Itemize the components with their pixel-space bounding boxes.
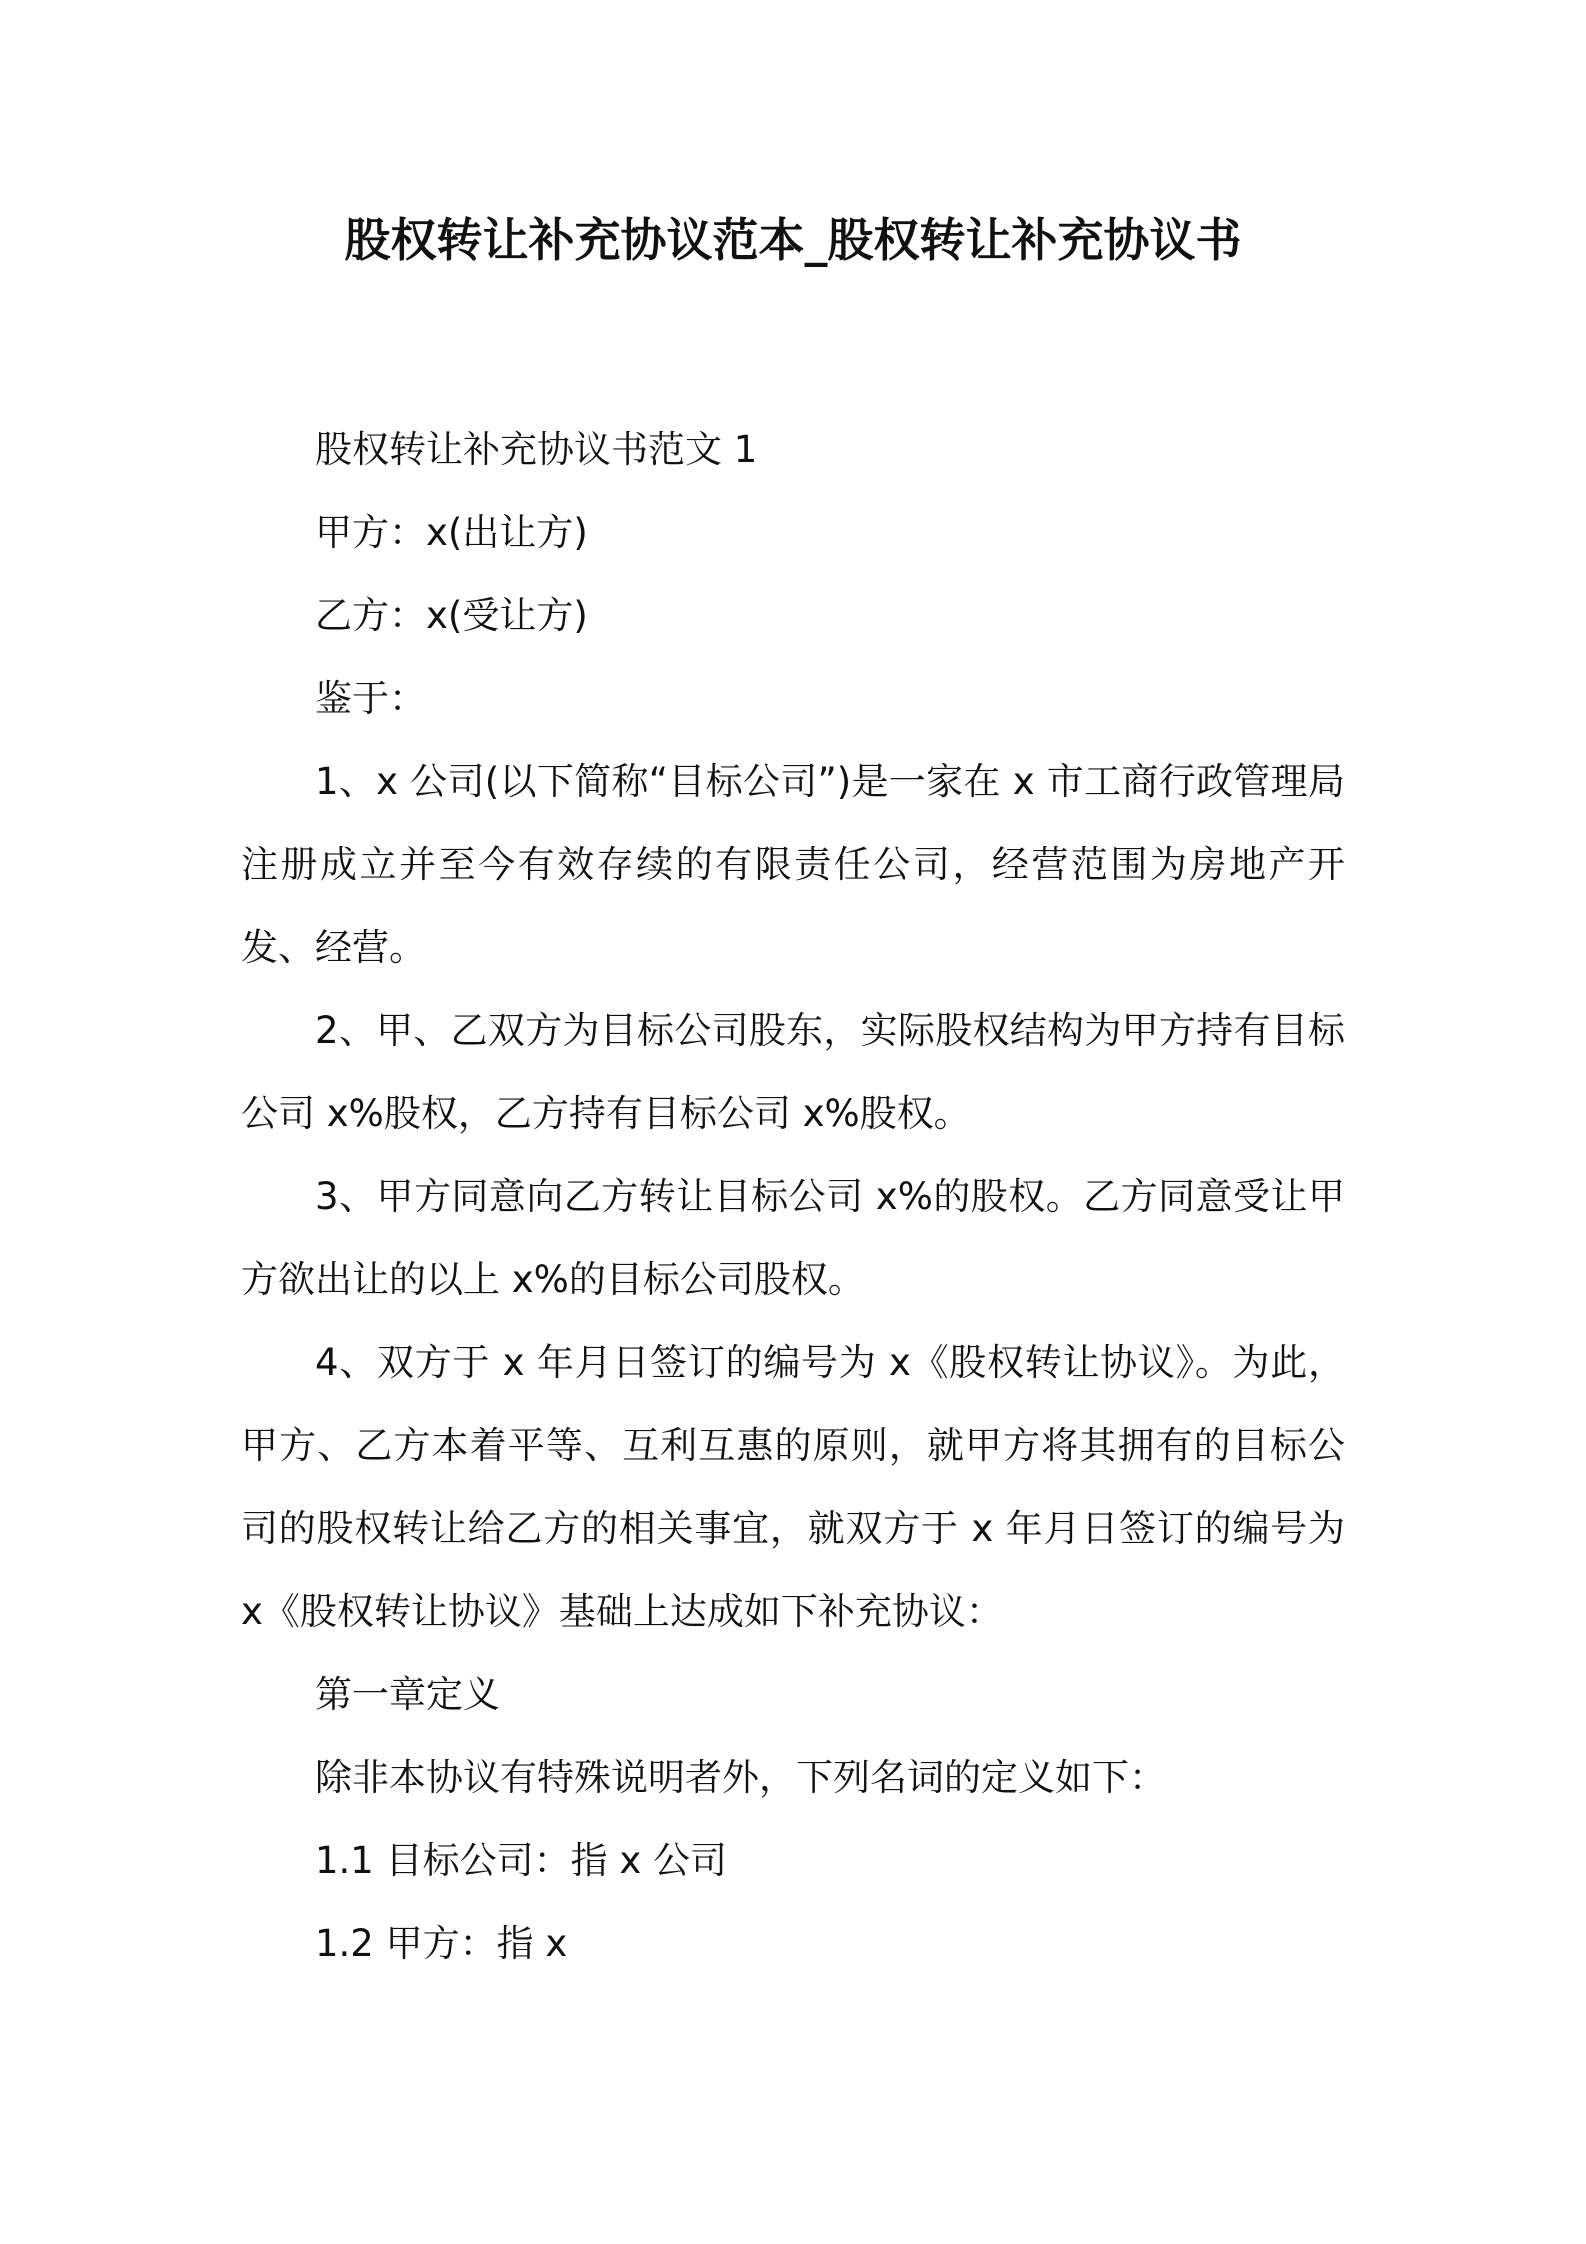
chapter-heading-definitions: 第一章定义 [315,1673,500,1716]
paragraph-definitions-intro: 除非本协议有特殊说明者外，下列名词的定义如下： [315,1756,1166,1799]
paragraph-party-a: 甲方：x(出让方) [315,511,588,554]
paragraph-party-b: 乙方：x(受让方) [315,594,588,637]
paragraph-recital-2: 2、甲、乙双方为目标公司股东，实际股权结构为甲方持有目标公司 x%股权，乙方持有目标公司 x%股权。 [241,1009,1345,1135]
paragraph-recital-1: 1、x 公司(以下简称“目标公司”)是一家在 x 市工商行政管理局注册成立并至今有效存续的有限责任公司，经营范围为房地产开发、经营。 [241,760,1345,969]
paragraph-recital-4: 4、双方于 x 年月日签订的编号为 x《股权转让协议》。为此，甲方、乙方本着平等、互利互惠的原则，就甲方将其拥有的目标公司的股权转让给乙方的相关事宜，就双方于 x 年月日签订的编号为 x《股权转让协议》基础上达成如下补充协议： [241,1341,1345,1633]
definition-1-1: 1.1 目标公司：指 x 公司 [315,1839,728,1882]
document-title: 股权转让补充协议范本_股权转让补充协议书 [344,213,1242,267]
paragraph-whereas: 鉴于： [315,677,426,720]
definition-1-2: 1.2 甲方：指 x [315,1922,568,1965]
document-body [241,408,1345,1985]
paragraph-sample-heading: 股权转让补充协议书范文 1 [315,428,758,471]
paragraph-recital-3: 3、甲方同意向乙方转让目标公司 x%的股权。乙方同意受让甲方欲出让的以上 x%的目标公司股权。 [241,1175,1345,1301]
